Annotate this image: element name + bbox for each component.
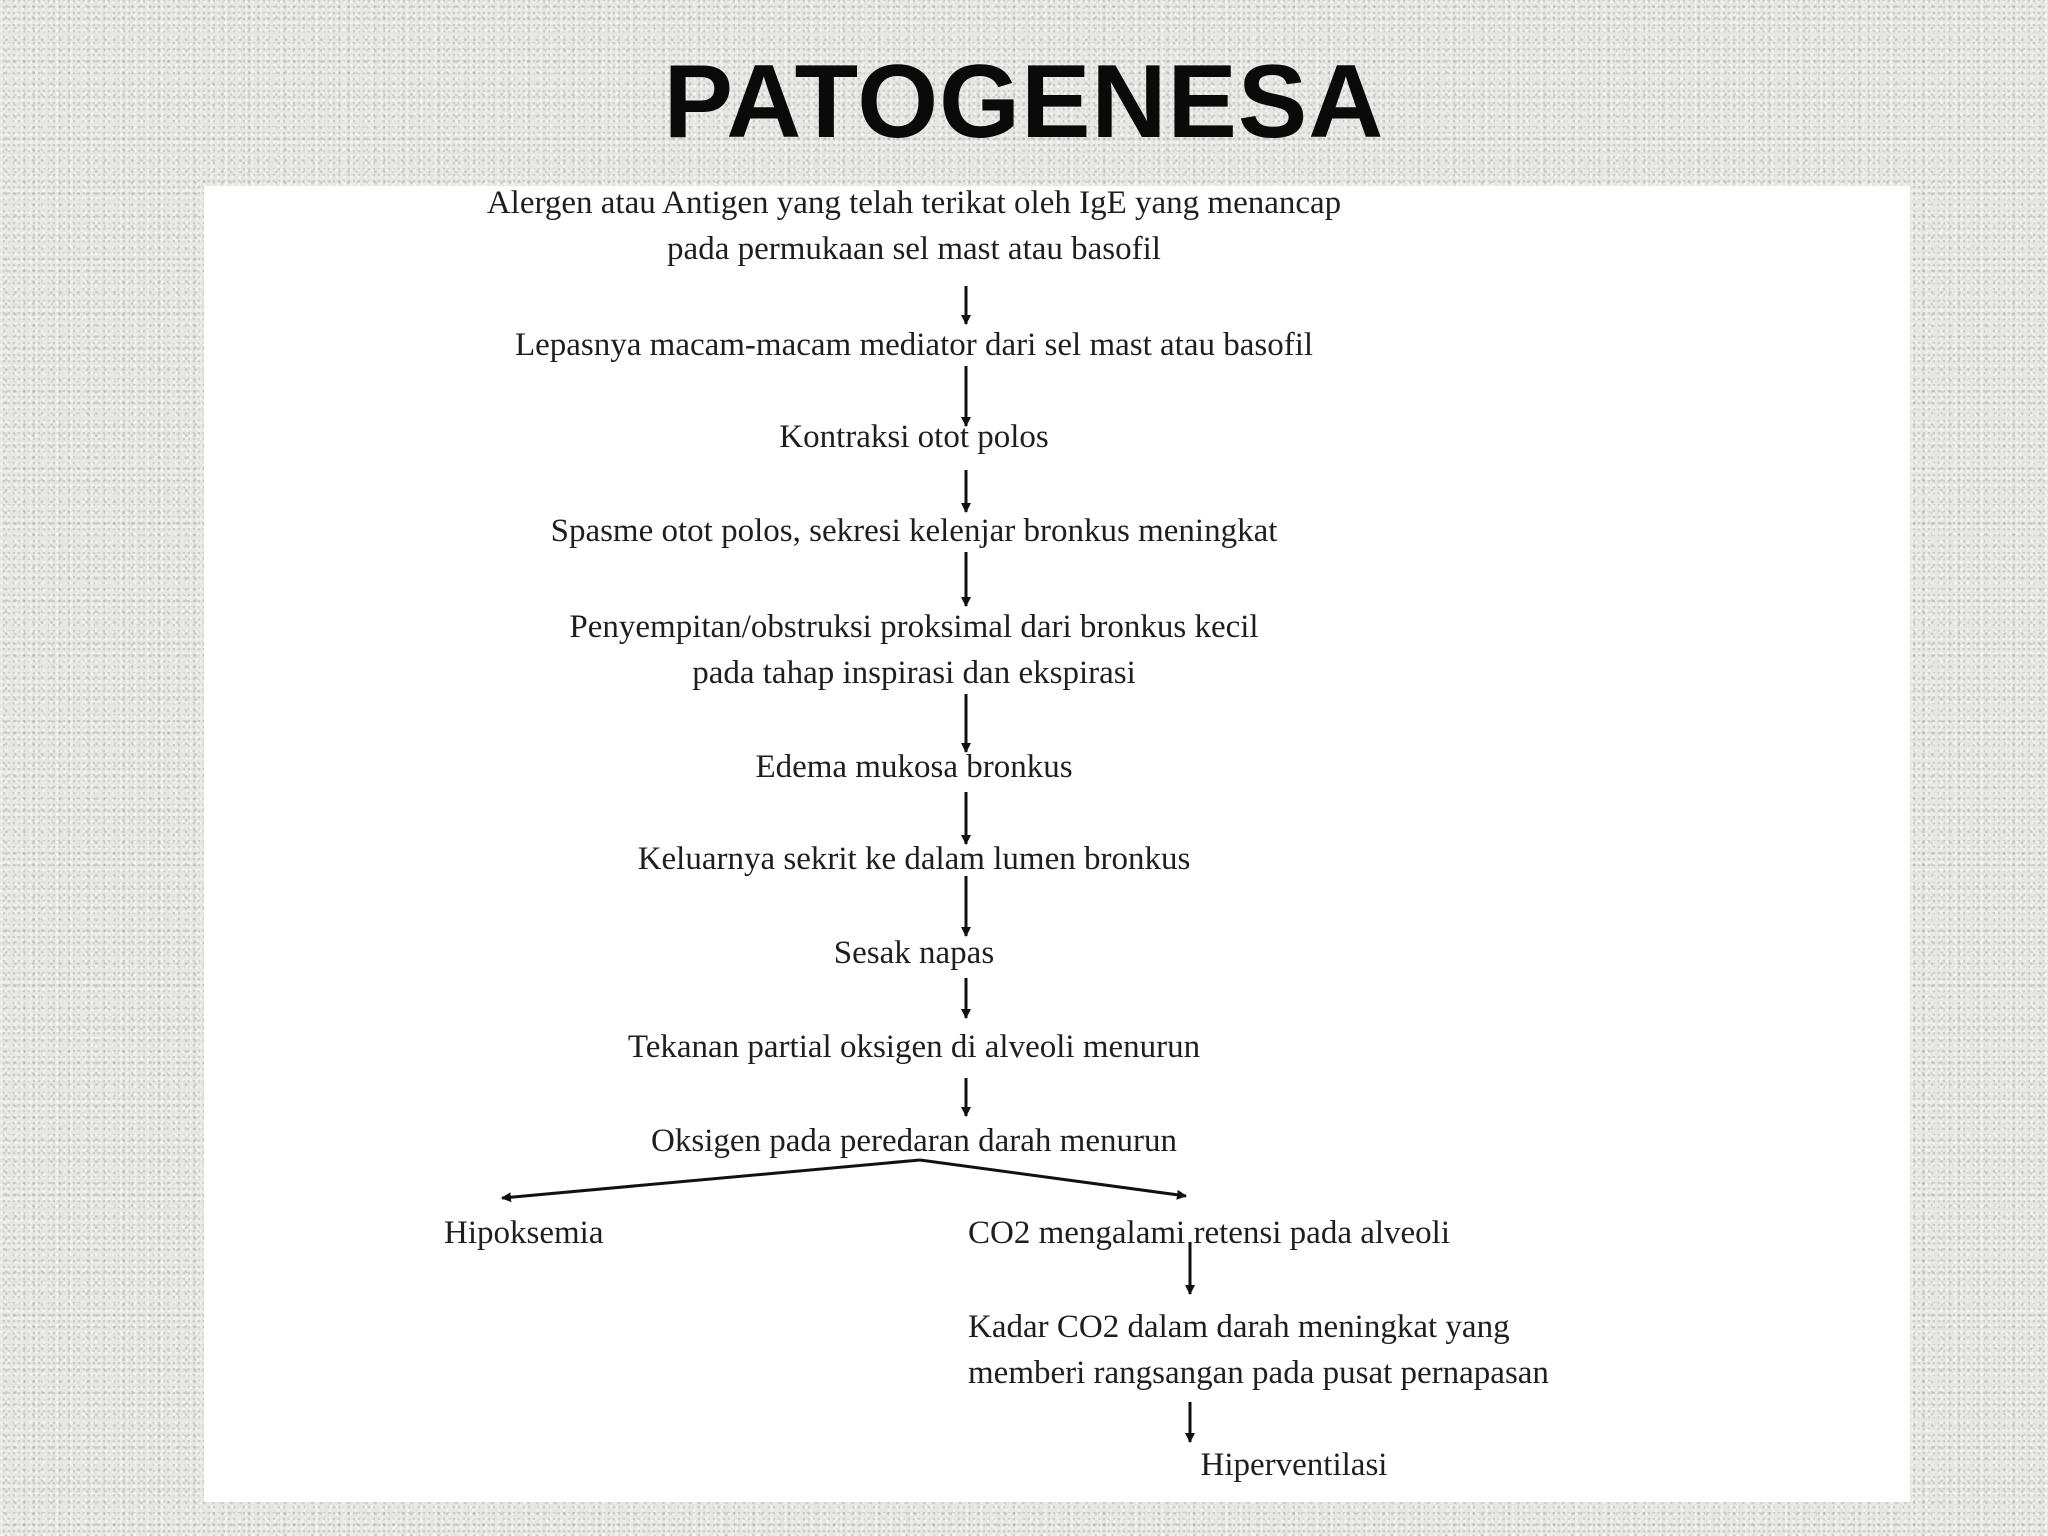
node-step11-line2: memberi rangsangan pada pusat pernapasan <box>968 1355 1549 1391</box>
node-step1-line2: pada permukaan sel mast atau basofil <box>667 231 1161 267</box>
node-co2-retensi: CO2 mengalami retensi pada alveoli <box>968 1215 1451 1251</box>
node-step5-line2: pada tahap inspirasi dan ekspirasi <box>692 655 1136 691</box>
node-step1 <box>284 180 1544 272</box>
node-step10: Oksigen pada peredaran darah menurun <box>651 1123 1177 1159</box>
node-step8: Sesak napas <box>833 935 995 971</box>
node-step11-line1: Kadar CO2 dalam darah meningkat yang <box>968 1309 1510 1345</box>
node-step4: Spasme otot polos, sekresi kelenjar bronkus meningkat <box>550 513 1278 549</box>
node-step2: Lepasnya macam-macam mediator dari sel mast atau basofil <box>514 327 1314 363</box>
node-step9: Tekanan partial oksigen di alveoli menurun <box>627 1029 1201 1065</box>
flowchart-panel <box>204 186 1910 1502</box>
node-step3: Kontraksi otot polos <box>779 419 1049 455</box>
node-step11 <box>968 1304 1549 1396</box>
arrow-step10-to-co2 <box>920 1160 1186 1196</box>
node-step12: Hiperventilasi <box>1200 1447 1388 1483</box>
arrow-step10-to-hipoksemia <box>502 1160 920 1198</box>
node-step6: Edema mukosa bronkus <box>755 749 1073 785</box>
node-hipoksemia: Hipoksemia <box>444 1215 604 1251</box>
page-title: PATOGENESA <box>663 44 1385 160</box>
node-step1-line1: Alergen atau Antigen yang telah terikat oleh IgE yang menancap <box>486 185 1342 221</box>
node-step5-line1: Penyempitan/obstruksi proksimal dari bronkus kecil <box>569 609 1259 645</box>
node-step7: Keluarnya sekrit ke dalam lumen bronkus <box>637 841 1191 877</box>
node-step5 <box>284 604 1544 696</box>
